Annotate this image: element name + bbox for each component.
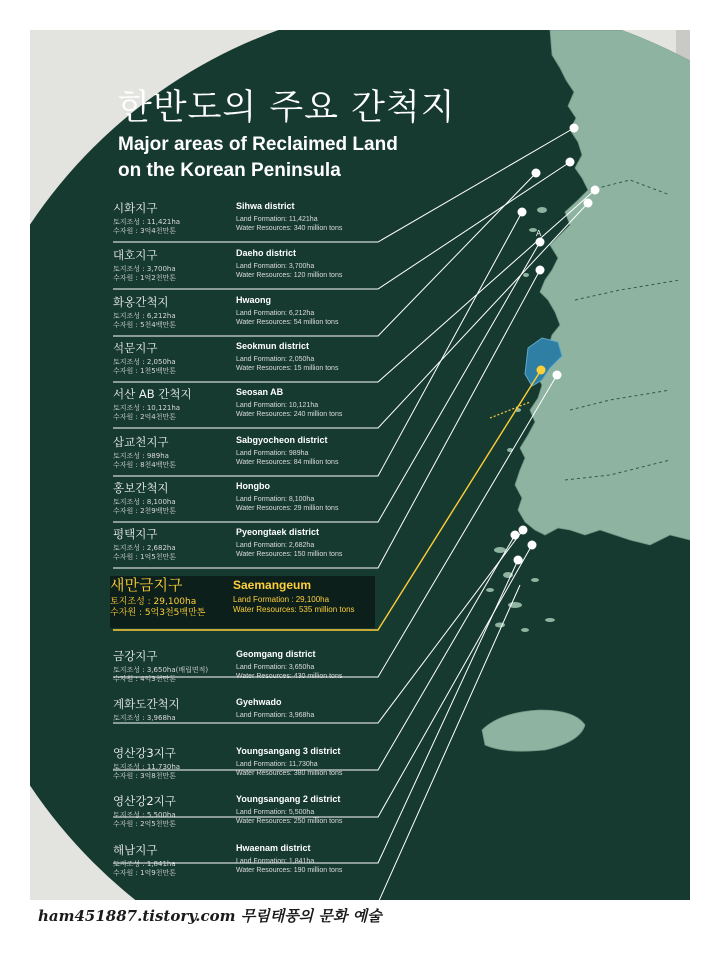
district-entry xyxy=(113,696,413,742)
district-english-name: Hwaenam district xyxy=(236,843,311,853)
english-water-resources: Water Resources: 240 million tons xyxy=(236,411,343,418)
korean-water-resources: 수자원 : 1천5백만톤 xyxy=(113,367,177,375)
english-water-resources: Water Resources: 535 million tons xyxy=(233,605,355,614)
english-water-resources: Water Resources: 150 million tons xyxy=(236,551,343,558)
english-land-formation: Land Formation: 3,700ha xyxy=(236,263,315,270)
marker-a-label: A xyxy=(536,229,542,238)
korean-land-formation: 토지조성 : 1,841ha xyxy=(113,860,176,868)
english-land-formation: Land Formation: 1,841ha xyxy=(236,858,315,865)
english-water-resources: Water Resources: 430 million tons xyxy=(236,673,343,680)
district-entry xyxy=(113,247,413,293)
district-korean-name: 서산 AB 간척지 xyxy=(113,387,192,401)
english-water-resources: Water Resources: 54 million tons xyxy=(236,319,339,326)
district-english-name: Geomgang district xyxy=(236,649,316,659)
district-english-name: Youngsangang 2 district xyxy=(236,794,341,804)
korean-land-formation: 토지조성 : 11,730ha xyxy=(113,763,181,771)
korean-land-formation: 토지조성 : 29,100ha xyxy=(110,597,197,607)
korean-water-resources: 수자원 : 3억8천만톤 xyxy=(113,772,177,780)
district-entry xyxy=(113,842,413,888)
district-entry xyxy=(113,793,413,839)
english-water-resources: Water Resources: 120 million tons xyxy=(236,272,343,279)
title-english-line1: Major areas of Reclaimed Land xyxy=(118,134,398,155)
korean-water-resources: 수자원 : 5천4백만톤 xyxy=(113,321,177,329)
district-entry xyxy=(113,434,413,480)
district-english-name: Sihwa district xyxy=(236,201,295,211)
district-korean-name: 대호지구 xyxy=(113,248,158,262)
english-water-resources: Water Resources: 15 million tons xyxy=(236,365,339,372)
district-korean-name: 영산강2지구 xyxy=(113,794,176,808)
english-water-resources: Water Resources: 340 million tons xyxy=(236,225,343,232)
korean-water-resources: 수자원 : 1억5천만톤 xyxy=(113,553,177,561)
district-english-name: Hongbo xyxy=(236,481,270,491)
district-english-name: Youngsangang 3 district xyxy=(236,746,341,756)
english-land-formation: Land Formation: 10,121ha xyxy=(236,402,319,409)
district-entry xyxy=(113,200,413,246)
district-english-name: Seokmun district xyxy=(236,341,310,351)
english-land-formation: Land Formation: 989ha xyxy=(236,450,309,457)
english-land-formation: Land Formation: 11,730ha xyxy=(236,761,318,768)
english-land-formation: Land Formation: 3,968ha xyxy=(236,712,315,719)
english-land-formation: Land Formation: 2,682ha xyxy=(236,542,315,549)
district-entry xyxy=(110,576,375,628)
district-english-name: Sabgyocheon district xyxy=(236,435,328,445)
korean-land-formation: 토지조성 : 5,500ha xyxy=(113,811,176,819)
district-korean-name: 금강지구 xyxy=(113,649,158,663)
district-korean-name: 계화도간척지 xyxy=(113,697,180,711)
english-water-resources: Water Resources: 250 million tons xyxy=(236,818,343,825)
korean-water-resources: 수자원 : 4억3천만톤 xyxy=(113,675,177,683)
english-land-formation: Land Formation : 29,100ha xyxy=(233,595,330,604)
korean-water-resources: 수자원 : 2천9백만톤 xyxy=(113,507,177,515)
district-english-name: Daeho district xyxy=(236,248,297,258)
korean-water-resources: 수자원 : 2억4천만톤 xyxy=(113,413,177,421)
korean-land-formation: 토지조성 : 6,212ha xyxy=(113,312,176,320)
district-entry xyxy=(113,386,413,432)
korean-land-formation: 토지조성 : 3,968ha xyxy=(113,714,176,722)
district-korean-name: 영산강3지구 xyxy=(113,746,176,760)
english-water-resources: Water Resources: 190 million tons xyxy=(236,867,343,874)
district-english-name: Pyeongtaek district xyxy=(236,527,320,537)
korean-land-formation: 토지조성 : 3,650ha(배립면적) xyxy=(113,666,209,674)
district-korean-name: 시화지구 xyxy=(113,201,158,215)
district-korean-name: 화옹간척지 xyxy=(113,295,169,309)
district-entry xyxy=(113,480,413,526)
district-english-name: Gyehwado xyxy=(236,697,282,707)
korean-water-resources: 수자원 : 1억2천만톤 xyxy=(113,274,177,282)
korean-land-formation: 토지조성 : 11,421ha xyxy=(113,218,181,226)
title-english-line2: on the Korean Peninsula xyxy=(118,160,341,181)
district-entry xyxy=(113,648,413,694)
district-korean-name: 해남지구 xyxy=(113,843,158,857)
blog-name: 무림태풍의 문화 예술 xyxy=(240,907,382,925)
korean-land-formation: 토지조성 : 3,700ha xyxy=(113,265,176,273)
district-entry xyxy=(113,294,413,340)
korean-land-formation: 토지조성 : 8,100ha xyxy=(113,498,176,506)
english-land-formation: Land Formation: 3,650ha xyxy=(236,664,315,671)
english-land-formation: Land Formation: 11,421ha xyxy=(236,216,318,223)
title-korean: 한반도의 주요 간척지 xyxy=(118,88,456,128)
district-entry xyxy=(113,340,413,386)
korean-land-formation: 토지조성 : 2,050ha xyxy=(113,358,176,366)
korean-water-resources: 수자원 : 8천4백만톤 xyxy=(113,461,177,469)
korean-water-resources: 수자원 : 3억4천만톤 xyxy=(113,227,177,235)
english-land-formation: Land Formation: 8,100ha xyxy=(236,496,315,503)
saemangeum-dot xyxy=(537,366,546,375)
district-entry xyxy=(113,526,413,572)
korean-water-resources: 수자원 : 1억9천만톤 xyxy=(113,869,177,877)
district-korean-name: 평택지구 xyxy=(113,527,158,541)
footer-credit xyxy=(38,905,382,926)
blog-url[interactable]: ham451887.tistory.com xyxy=(38,907,236,925)
district-english-name: Saemangeum xyxy=(233,578,312,592)
district-english-name: Seosan AB xyxy=(236,387,284,397)
district-korean-name: 새만금지구 xyxy=(110,576,183,594)
photo-frame xyxy=(30,30,690,900)
district-korean-name: 삽교천지구 xyxy=(113,435,169,449)
korean-water-resources: 수자원 : 2억5천만톤 xyxy=(113,820,177,828)
district-entry xyxy=(113,745,413,791)
english-water-resources: Water Resources: 380 million tons xyxy=(236,770,343,777)
korean-land-formation: 토지조성 : 989ha xyxy=(113,452,169,460)
english-water-resources: Water Resources: 29 million tons xyxy=(236,505,339,512)
district-korean-name: 홍보간척지 xyxy=(113,481,169,495)
english-land-formation: Land Formation: 6,212ha xyxy=(236,310,315,317)
district-korean-name: 석문지구 xyxy=(113,341,158,355)
korean-water-resources: 수자원 : 5억3천5백만톤 xyxy=(110,608,206,618)
english-land-formation: Land Formation: 5,500ha xyxy=(236,809,315,816)
korean-land-formation: 토지조성 : 10,121ha xyxy=(113,404,181,412)
district-english-name: Hwaong xyxy=(236,295,271,305)
english-water-resources: Water Resources: 84 million tons xyxy=(236,459,339,466)
korean-land-formation: 토지조성 : 2,682ha xyxy=(113,544,176,552)
english-land-formation: Land Formation: 2,050ha xyxy=(236,356,315,363)
